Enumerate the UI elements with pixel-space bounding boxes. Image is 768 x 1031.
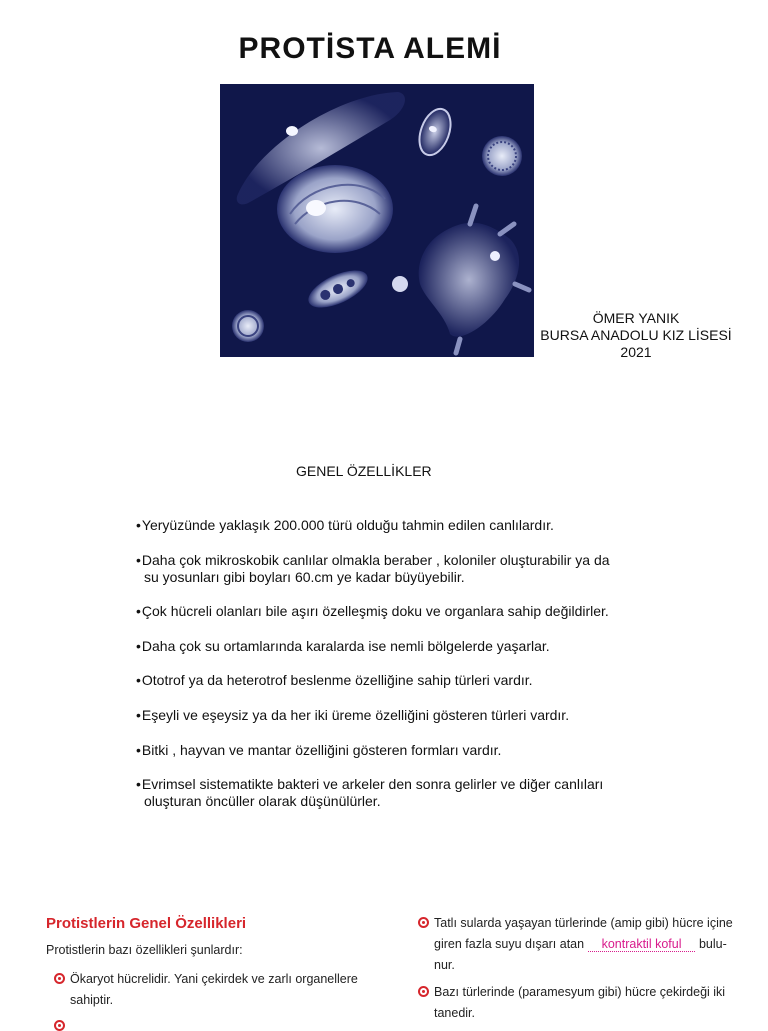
- author-school: BURSA ANADOLU KIZ LİSESİ: [540, 327, 732, 343]
- list-item: •Eşeyli ve eşeysiz ya da her iki üreme özelliğini gösteren türleri vardır.: [136, 706, 570, 723]
- list-item: •Daha çok su ortamlarında karalarda ise nemli bölgelerde yaşarlar.: [136, 637, 550, 654]
- textbook-item: Tatlı sularda yaşayan türlerinde (amip gibi) hücre içine giren fazla suyu dışarı atan kontraktil koful bulu- nur.: [434, 913, 744, 976]
- list-item: •Yeryüzünde yaklaşık 200.000 türü olduğu tahmin edilen canlılardır.: [136, 517, 554, 533]
- list-item: •Çok hücreli olanları bile aşırı özelleşmiş doku ve organlara sahip değildirler.: [136, 603, 609, 620]
- list-item: •Daha çok mikroskobik canlılar olmakla beraber , koloniler oluşturabilir ya da su yosunları gibi boyları 60.cm ye kadar büyüyebilir.: [136, 551, 610, 585]
- textbook-excerpt: [0, 880, 768, 1024]
- textbook-intro: Protistlerin bazı özellikleri şunlardır:: [46, 943, 243, 957]
- protist-micrograph-icon: [220, 84, 534, 357]
- textbook-item: Bazı türlerinde (paramesyum gibi) hücre çekirdeği iki tanedir.: [434, 982, 744, 1024]
- protist-micrograph-image: [220, 84, 534, 357]
- textbook-item: Ökaryot hücrelidir. Yani çekirdek ve zarlı organellere sahiptir.: [70, 969, 390, 1011]
- author-name: ÖMER YANIK: [592, 310, 680, 326]
- target-bullet-icon: [418, 986, 429, 997]
- author-year: 2021: [620, 344, 652, 360]
- list-item: •Ototrof ya da heterotrof beslenme özelliğine sahip türleri vardır.: [136, 672, 533, 689]
- author-block: [536, 310, 736, 361]
- feature-list: [136, 517, 676, 828]
- page-title: PROTİSTA ALEMİ: [238, 32, 502, 65]
- target-bullet-icon: [54, 1020, 65, 1031]
- target-bullet-icon: [54, 973, 65, 984]
- list-item: •Bitki , hayvan ve mantar özelliğini gösteren formları vardır.: [136, 741, 502, 758]
- list-item: •Evrimsel sistematikte bakteri ve arkeler den sonra gelirler ve diğer canlıları oluşturan öncüller olarak düşünülürler.: [136, 776, 604, 810]
- section-title: GENEL ÖZELLİKLER: [296, 463, 432, 479]
- fill-in-answer: kontraktil koful: [588, 937, 696, 952]
- target-bullet-icon: [418, 917, 429, 928]
- textbook-heading: Protistlerin Genel Özellikleri: [46, 915, 247, 932]
